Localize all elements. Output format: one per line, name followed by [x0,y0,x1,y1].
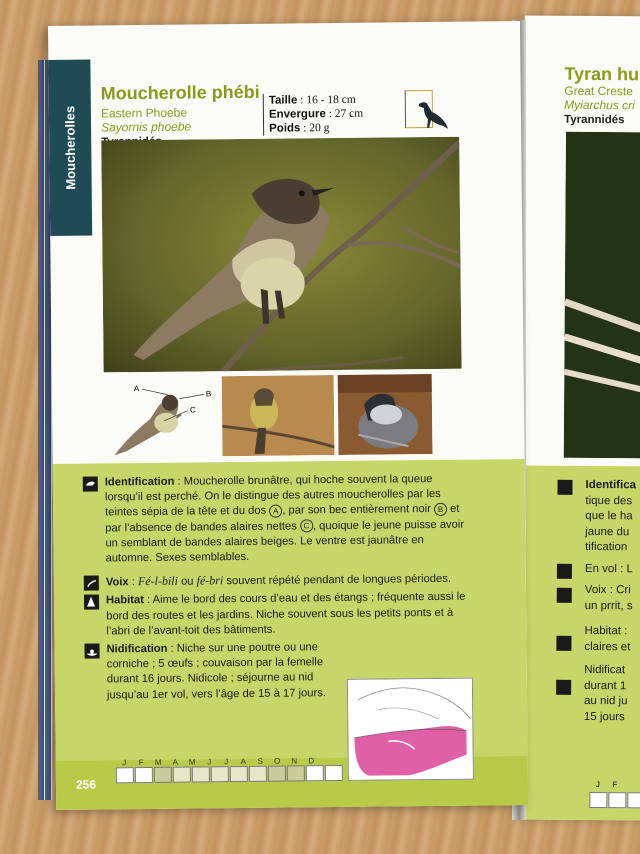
english-name: Eastern Phoebe [100,105,188,121]
text-line: Identifica [585,478,637,492]
month-letter: A [240,756,246,767]
voice-label: Voix [105,576,129,589]
text-line: un prrit, s [584,599,633,612]
habitat-label: Habitat [105,594,145,607]
nesting-label: Nidification [106,642,168,656]
month-cell [627,792,640,808]
text-line: Nidificat [584,663,626,677]
month-cell [589,792,607,808]
habitat-icon [84,595,99,610]
month-cell [135,767,153,783]
nesting-paragraph [106,640,343,703]
text-line: 15 jours [583,710,625,723]
month-cell [192,766,210,782]
size-value: : 16 - 18 cm [297,93,356,107]
month-letter: O [274,756,281,766]
right-page [519,16,640,821]
right-page-family: Tyrannidés [564,113,625,127]
identification-icon [83,477,98,492]
habitat-paragraph [106,590,468,639]
voice-text: : [128,576,139,589]
identification-icon [557,480,572,495]
range-map [347,678,474,781]
measurements [263,93,364,136]
species-title: Moucherolle phébi [100,81,260,104]
month-letter: J [122,758,127,768]
diagram-label-c: C [189,405,196,415]
month-letter: J [595,780,600,790]
nesting-icon [84,644,99,659]
text-line: En vol : L [584,562,633,575]
wingspan-value: : 27 cm [325,107,364,121]
right-page-calendar [589,774,640,813]
right-page-english-name: Great Creste [564,83,634,99]
month-cell [230,766,248,782]
month-cell [287,765,305,781]
weight-label: Poids [269,122,301,135]
latin-name: Sayornis phoebe [100,119,192,135]
bird-silhouette-icon [415,98,451,132]
voice-call: fé-bri [196,573,224,588]
text-line: tification [585,540,628,554]
monthly-calendar [116,756,344,783]
habitat-text: : Aime le bord des cours d’eau et des étangs ; fréquente aussi le bord des routes et les jardins. Niche souvent sous les petits ponts et à l’abri de l’avant-toit des bâtiments. [106,591,466,638]
diagram-label-a: A [133,384,140,394]
wingspan-label: Envergure [268,108,326,121]
right-page-title: Tyran hu [564,63,640,85]
flight-icon [557,564,572,579]
month-letter: F [138,758,144,768]
month-letter: N [291,756,298,766]
diagram-label-b: B [205,389,212,399]
month-letter: M [154,757,162,767]
identification-text: , quoique le jeune puisse avoir un semblant de bandes alaires beiges. Le ventre est jaunâtre en automne. Sexes semblables. [105,518,465,565]
voice-icon [557,588,572,603]
marker-c: C [300,519,313,532]
month-cell [306,765,324,781]
section-tab [48,60,92,236]
juvenile-bird-photo [222,375,335,456]
month-cell [211,766,229,782]
voice-call: Fé-l-bili [137,573,179,589]
right-page-photo [564,132,640,459]
month-letter: D [308,756,315,766]
main-bird-photo [101,137,461,373]
text-line: que le ha [585,509,633,523]
section-tab-label: Moucherolles [62,105,79,190]
identification-paragraph [105,472,468,567]
text-line: tique des [585,494,633,507]
text-line: au nid ju [583,694,628,708]
identification-text: , par son bec entièrement noir [282,503,435,517]
month-cell [249,766,267,782]
text-line: jaune du [585,525,630,538]
weight-value: : 20 g [300,122,330,135]
voice-text: souvent répété pendant de longues périodes. [223,573,451,588]
voice-paragraph [106,571,468,591]
species-description [105,472,469,707]
nesting-icon [556,680,571,695]
marker-a: A [269,505,282,518]
marker-b: B [434,503,447,516]
nest-photo [338,374,433,455]
month-cell [608,792,626,808]
text-line: Habitat : [584,624,628,638]
identification-text: : Moucherolle brunâtre, qui hoche souvent la queue lorsqu’il est perché. On le distingue des autres moucherolles par les teintes sépia de la tête et du dos [104,472,441,519]
nesting-text: : Niche sur une poutre ou une corniche ; 5 œufs ; couvaison par la femelle durant 16 jours. Nidicole ; séjourne au nid jusqu’au 1er vol, vers l’âge de 15 à 17 jours. [106,641,326,702]
month-cell [268,766,286,782]
month-letter: M [188,757,196,767]
page-number: 256 [75,777,97,792]
month-letter: S [257,756,263,766]
month-letter: J [207,757,212,767]
identification-label: Identification [104,475,175,489]
identification-text: et par l’absence de bandes alaires nettes [105,503,460,535]
month-letter: J [224,757,229,767]
month-cell [154,767,172,783]
diagram-thumbnail [106,376,219,457]
month-letter: F [612,780,618,790]
text-line: Voix : Cri [584,583,631,597]
right-page-text [584,478,640,726]
voice-text: ou [177,575,197,588]
month-cell [173,767,191,783]
month-cell [116,767,134,783]
left-page [48,21,528,810]
text-line: claires et [584,640,631,653]
right-page-latin-name: Myiarchus cri [564,97,635,113]
month-cell [325,765,343,781]
size-label: Taille [268,94,298,107]
voice-icon [84,576,99,591]
month-letter: A [172,757,178,767]
habitat-icon [556,636,571,651]
text-line: durant 1 [584,679,627,692]
